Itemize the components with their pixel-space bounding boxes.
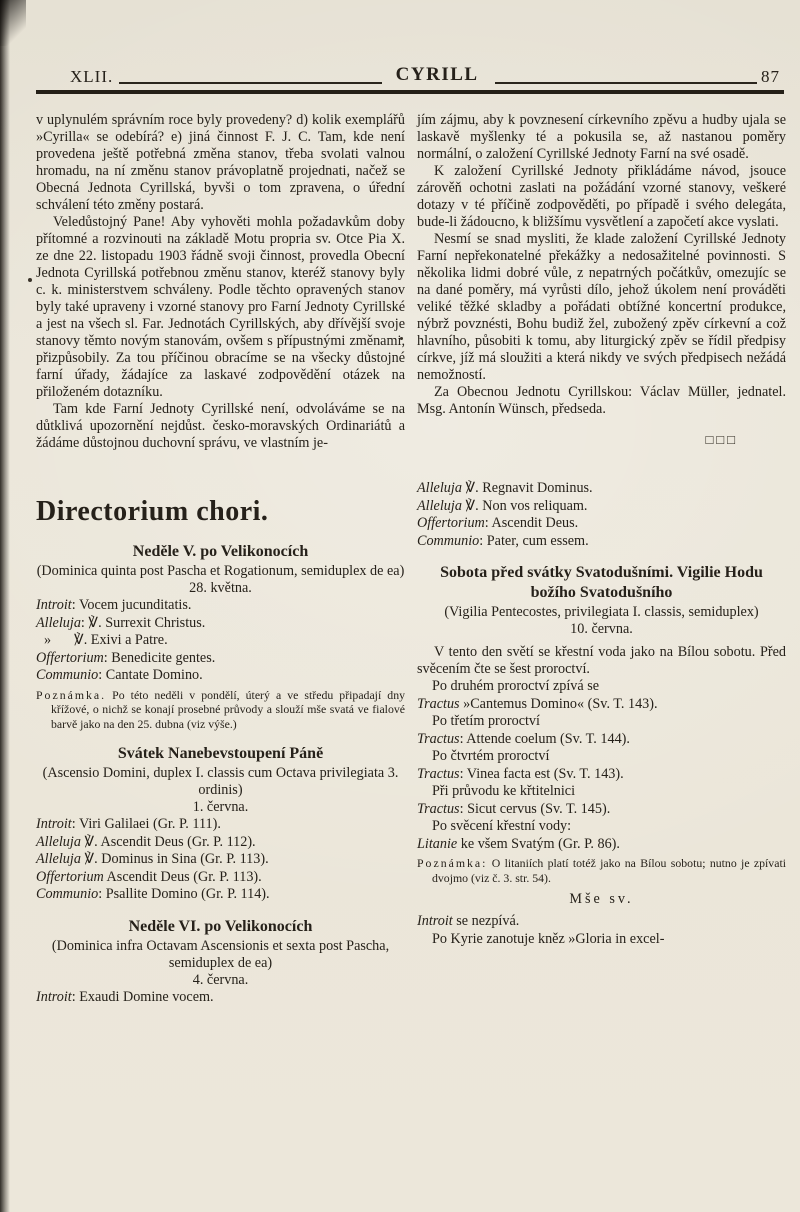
chant-label: Introit [417,913,453,929]
chant-label: Tractus [417,730,460,747]
chant-line [417,913,786,931]
chant-label: Offertorium [417,515,485,531]
paragraph: Tam kde Farní Jednoty Cyrillské není, odvoláváme se na důtklivá upozornění nejdůst. česko-moravských Ordinariátů a žádáme důstojnou duchovní správu, ve vlastním je- [36,401,405,451]
chant-label: Communio [36,667,99,683]
feast-heading: Svátek Nanebevstoupení Páně [117,745,324,762]
chant-line [36,851,405,869]
paragraph: V tento den světí se křestní voda jako na Bílou sobotu. Před svěcením čte se šest proroctví. [417,644,786,677]
chant-label: Alleluja [417,497,462,514]
directorium-column-right [417,470,786,1006]
paragraph: Za Obecnou Jednotu Cyrillskou: Václav Müller, jednatel. Msg. Antonín Wünsch, předseda. [417,384,786,417]
chant-label: Tractus [417,695,460,712]
rubric-line: Po třetím proroctví [432,713,540,729]
chant-text: : Viri Galilaei (Gr. P. 111). [71,816,221,832]
feast-date: 4. června. [192,971,249,988]
rubric-line: Po druhém proroctví zpívá se [432,678,600,694]
chant-label: Litanie [417,835,458,852]
feast-heading: Sobota před svátky Svatodušními. Vigilie Hodu božího Svatodušního [440,564,763,601]
chant-line [417,515,786,533]
chant-line [417,836,786,854]
chant-text: ℣. Ascendit Deus (Gr. P. 112). [80,833,256,850]
feast-heading: Neděle V. po Velikonocích [132,543,309,560]
chant-text: se nezpívá. [452,913,520,929]
masthead-rule [36,90,784,94]
chant-line [36,650,405,668]
feast-subtitle: (Dominica infra Octavam Ascensionis et sexta post Pascha, semiduplex de ea) [51,937,390,971]
feast-block [36,542,405,731]
note-label: Poznámka. [36,687,107,702]
directorium-column-left [36,470,405,1006]
rubric-line: Po svěcení křestní vody: [432,818,572,834]
feast-subtitle: (Ascensio Domini, duplex I. classis cum Octava privilegiata 3. ordinis) [42,765,399,798]
article-column-left [36,112,405,452]
chant-line [36,834,405,852]
note-text: Po této neděli v pondělí, úterý a ve středu připadají dny křížové, o nichž se konají prosebné průvody a slouží mše svatá ve fialové barvě jako na den 25. dubna (viz výše.) [51,687,405,731]
chant-label: Introit [36,816,72,832]
chant-line [417,533,786,551]
feast-block [36,744,405,904]
chant-text: : Attende coelum (Sv. T. 144). [459,730,630,747]
masthead [36,64,786,87]
directorium-columns [36,470,786,1006]
chant-label: Alleluja [36,833,81,850]
end-of-article-ornament: □□□ [705,432,738,447]
journal-title: CYRILL [395,64,479,85]
rubric-line: Po Kyrie zanotuje kněz »Gloria in excel- [432,930,665,947]
chant-line [417,766,786,784]
chant-line [36,886,405,904]
chant-text: : Pater, cum essem. [479,532,589,549]
chant-line [36,632,405,650]
paragraph: Veledůstojný Pane! Aby vyhověti mohla požadavkům doby přítomné a rozvinouti na základě Motu propria sv. Otce Pia X. ze dne 22. listopadu 1903 řádně svoji činnost, provedla Obecní Jednota Cyrillská potřebnou změnu stanov, kteréž stanovy byly c. k. ministerstvem schváleny. Podle těchto opravených stanov byly také upraveny i vzorné stanovy pro Farní Jednoty Cyrillské a jest na všech sl. Far. Jednotách Cyrillských, aby dřívější svoje stanovy těmto novým stanovám, ovšem s přípustnými změnami, přizpůsobily. Za tou příčinou obracíme se na všecky důstojné farní úřady, žádajíce za laskavé zodpovědění otázek na přiloženém dotazníku. [36,214,405,400]
section-title: Directorium chori. [36,496,269,527]
chant-text: : Vinea facta est (Sv. T. 143). [459,765,624,782]
note [36,688,405,732]
chant-label: Introit [36,988,72,1005]
chant-line [417,731,786,749]
chant-text: : Ascendit Deus. [484,515,579,531]
rubric-line: Při průvodu ke křtitelnici [432,783,576,799]
paragraph: Nesmí se snad mysliti, že klade založení Cyrillské Jednoty Farní nepřekonatelné překážky a nedosažitelné povinnosti. S několika lidmi dobré vůle, z nepatrných počátkův, omezujíc se na dané poměry, má vyrůsti dílo, jehož úkolem není prováděti veliké těžké skladby a pořádati obtížné koncertní produkce, nýbrž povznésti, Bohu budiž žel, zubožený zpěv církevní a což hlavního, působiti k tomu, aby liturgický zpěv se řídil předpisy církve, jíž má sloužiti a která nikdy ve svých předpisech nežádá nemožností. [417,231,786,383]
note-text: O litaniích platí totéž jako na Bílou sobotu; nutno je zpívati dvojmo (viz č. 3. str. 54). [432,856,786,885]
paragraph: K založení Cyrillské Jednoty přikládáme návod, jsouce zárověň ochotni zaslati na požádání vzorné stanovy, veškeré dotazy v té příčině zodpověděti, po případě i svého delegáta, bude-li žádoucno, k bližšímu vysvětlení a započetí akce vyslati. [417,163,786,230]
chant-line [36,597,405,615]
chant-text: : Psallite Domino (Gr. P. 114). [98,886,270,902]
rule-segment [119,82,381,84]
chant-text: ke všem Svatým (Gr. P. 86). [457,835,620,852]
chant-label: Tractus [417,800,460,817]
chant-line [417,801,786,819]
chant-line [417,498,786,516]
chant-line [36,869,405,887]
chant-line [417,480,786,498]
feast-date: 28. května. [189,580,252,596]
chant-text: ℣. Dominus in Sina (Gr. P. 113). [80,851,269,867]
chant-text: Ascendit Deus (Gr. P. 113). [103,868,262,885]
chant-text: : Exaudi Domine vocem. [71,988,214,1005]
rule-segment [495,82,757,84]
chant-label: Communio [36,886,99,902]
feast-heading: Neděle VI. po Velikonocích [128,917,313,935]
article-columns [36,112,786,452]
chant-line [36,989,405,1007]
note [417,856,786,885]
paragraph: jím zájmu, aby k povznesení církevního zpěvu a hudby ujala se laskavě myšlenky té a pokusila se, až nastanou poměry normální, o založení Cyrillské Jednoty Farní na své osadě. [417,112,786,162]
chant-text: : Cantate Domino. [98,667,203,683]
paragraph: v uplynulém správním roce byly provedeny? d) kolik exemplářů »Cyrilla« se odebírá? e) jiná činnost F. J. C. Tam, kde není provedena ještě potřebná změna stanov, třeba svolati valnou hromadu, na ní změnu stanov právoplatně projednati, načež se Obecná Jednota Cyrillská, byvši o tom zpravena, o úřední schválení této změny postará. [36,112,405,213]
chant-text: : ℣. Surrexit Christus. [80,614,206,631]
chant-text: ℣. Non vos reliquam. [461,497,588,514]
chant-label: Alleluja [36,614,81,631]
feast-date: 1. června. [192,799,249,815]
chant-label: Introit [36,597,72,613]
repeat-mark: » [44,632,52,648]
feast-block [36,917,405,1007]
chant-label: Offertorium [36,649,104,666]
chant-text: ℣. Exivi a Patre. [74,632,168,648]
chant-label: Communio [417,532,480,549]
chant-line [417,696,786,714]
feast-subtitle: (Dominica quinta post Pascha et Rogationum, semiduplex de ea) [36,563,405,579]
journal-volume: XLII. [70,67,114,86]
chant-label: Alleluja [417,480,462,496]
note-label: Poznámka: [417,856,488,870]
feast-date: 10. června. [570,621,633,637]
page-number: 87 [761,67,781,86]
chant-line [36,816,405,834]
article-column-right [417,112,786,452]
chant-text: »Cantemus Domino« (Sv. T. 143). [459,695,658,712]
feast-block [417,563,786,948]
chant-line [36,667,405,685]
chant-text: : Benedicite gentes. [103,649,216,666]
chant-line [36,615,405,633]
rubric-line: Po čtvrtém proroctví [432,748,550,764]
chant-text: ℣. Regnavit Dominus. [461,480,593,496]
mass-subheading: Mše sv. [569,891,634,907]
chant-text: : Vocem jucunditatis. [71,597,192,613]
chant-label: Alleluja [36,851,81,867]
chant-label: Offertorium [36,868,104,885]
chant-label: Tractus [417,765,460,782]
chant-text: : Sicut cervus (Sv. T. 145). [459,800,611,817]
spacer [417,470,786,480]
feast-subtitle: (Vigilia Pentecostes, privilegiata I. classis, semiduplex) [444,604,759,620]
